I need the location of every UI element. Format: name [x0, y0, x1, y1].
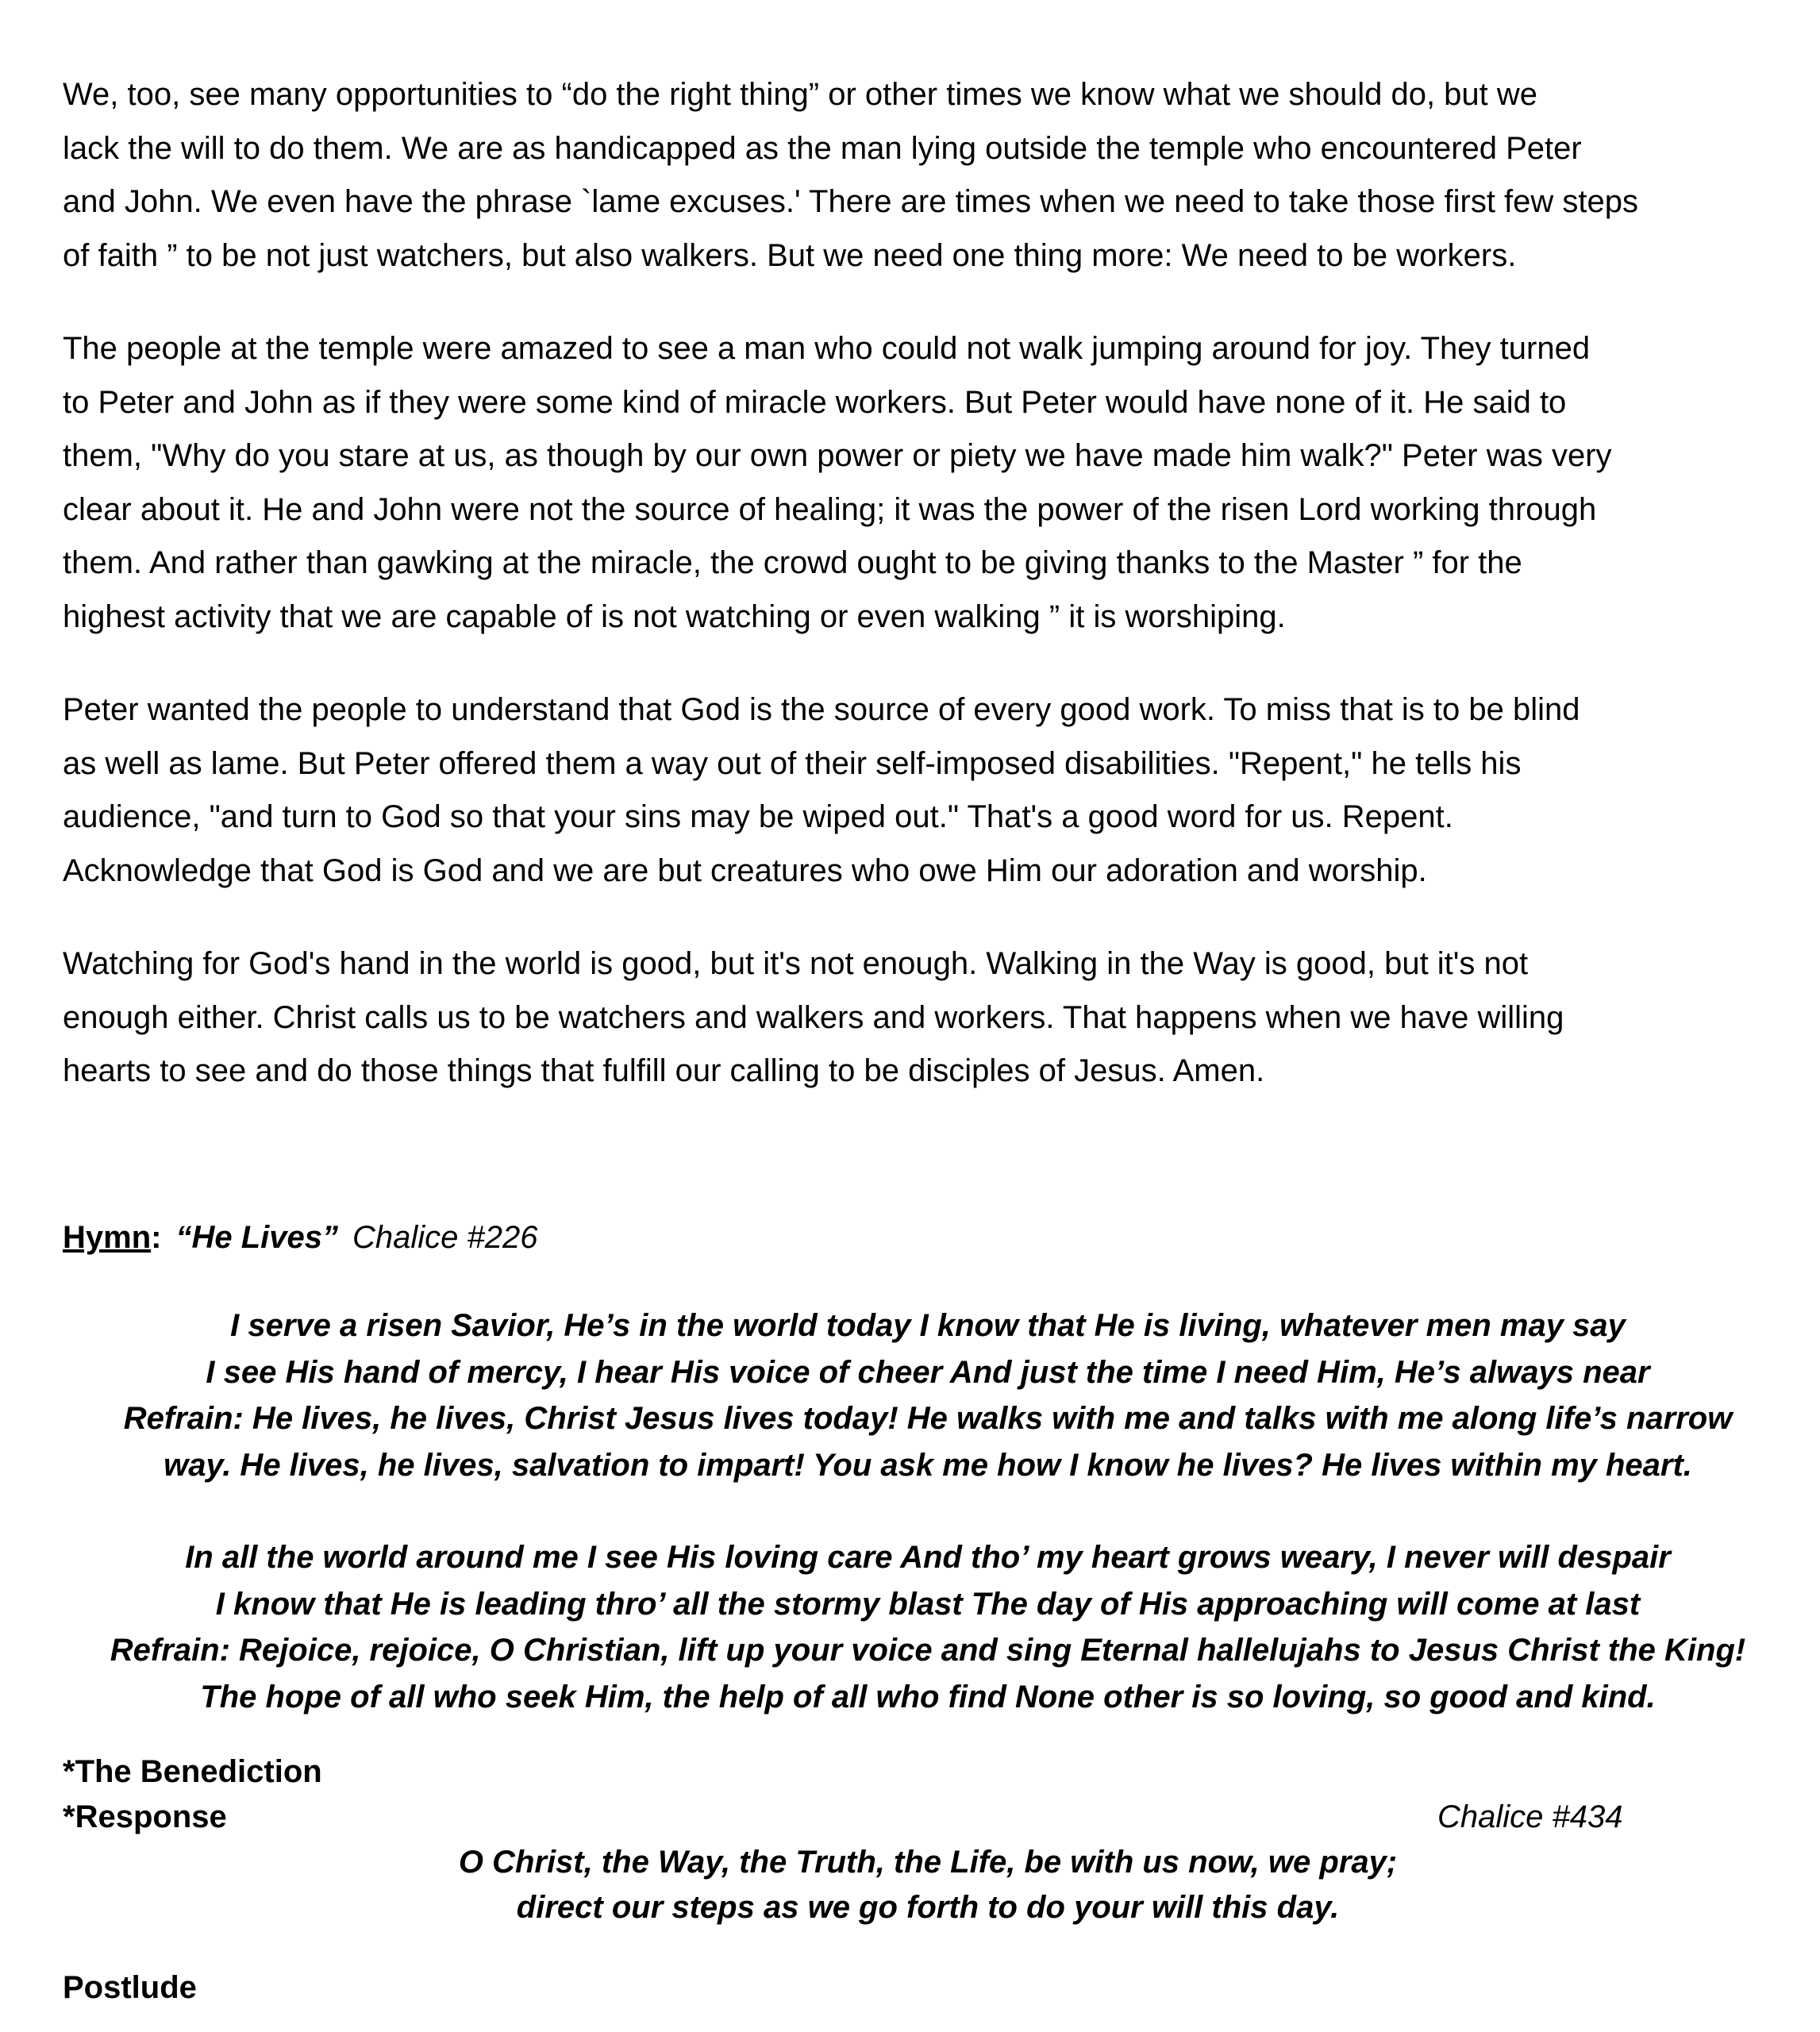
verse-line: Refrain: Rejoice, rejoice, O Christian, lift up your voice and sing Eternal hallelujahs to Jesus Christ the King! [110, 1633, 1746, 1668]
response-line: O Christ, the Way, the Truth, the Life, be with us now, we pray; [458, 1845, 1398, 1880]
text-line: audience, "and turn to God so that your sins may be wiped out." That's a good word for us. Repent. [63, 799, 1453, 834]
hymn-verse [63, 1534, 1793, 1720]
text-line: hearts to see and do those things that fulfill our calling to be disciples of Jesus. Amen. [63, 1053, 1265, 1088]
sermon-paragraph [63, 68, 1793, 283]
text-line: them, "Why do you stare at us, as though by our own power or piety we have made him walk?" Peter was very [63, 438, 1612, 473]
hymn-verse [63, 1303, 1793, 1488]
verse-line: The hope of all who seek Him, the help of all who find None other is so loving, so good and kind. [200, 1679, 1656, 1714]
text-line: clear about it. He and John were not the source of healing; it was the power of the risen Lord working through [63, 491, 1597, 527]
text-line: We, too, see many opportunities to “do the right thing” or other times we know what we should do, but we [63, 77, 1538, 112]
benediction-label: *The Benediction [63, 1754, 322, 1789]
postlude-label: Postlude [63, 1970, 197, 2005]
verse-line: I know that He is leading thro’ all the stormy blast The day of His approaching will come at last [215, 1586, 1641, 1622]
response-number: Chalice #434 [1437, 1799, 1623, 1834]
text-line: to Peter and John as if they were some kind of miracle workers. But Peter would have none of it. He said to [63, 384, 1567, 420]
hymn-heading [63, 1218, 538, 1257]
text-line: Peter wanted the people to understand that God is the source of every good work. To miss that is to be blind [63, 692, 1580, 727]
verse-line: Refrain: He lives, he lives, Christ Jesus lives today! He walks with me and talks with me along life’s narrow [123, 1401, 1733, 1436]
text-line: The people at the temple were amazed to see a man who could not walk jumping around for joy. They turned [63, 331, 1591, 366]
verse-line: In all the world around me I see His loving care And tho’ my heart grows weary, I never will despair [185, 1540, 1671, 1575]
sermon-paragraph [63, 322, 1793, 644]
hymn-colon: : [151, 1220, 162, 1255]
text-line: as well as lame. But Peter offered them a way out of their self-imposed disabilities. "Repent," he tells his [63, 745, 1522, 781]
text-line: highest activity that we are capable of is not watching or even walking ” it is worshiping. [63, 598, 1286, 634]
verse-line: I see His hand of mercy, I hear His voice of cheer And just the time I need Him, He’s always near [206, 1354, 1650, 1390]
text-line: Watching for God's hand in the world is good, but it's not enough. Walking in the Way is good, but it's not [63, 946, 1529, 981]
text-line: of faith ” to be not just watchers, but also walkers. But we need one thing more: We need to be workers. [63, 237, 1517, 273]
response-line: direct our steps as we go forth to do your will this day. [516, 1890, 1340, 1925]
text-line: Acknowledge that God is God and we are but creatures who owe Him our adoration and worship. [63, 852, 1427, 888]
hymn-number: Chalice #226 [352, 1220, 538, 1255]
response-label: *Response [63, 1799, 227, 1834]
sermon-paragraph [63, 683, 1793, 898]
response-text [63, 1840, 1793, 1930]
text-line: and John. We even have the phrase `lame excuses.' There are times when we need to take those first few steps [63, 184, 1639, 219]
text-line: lack the will to do them. We are as handicapped as the man lying outside the temple who encountered Peter [63, 130, 1582, 166]
hymn-label: Hymn [63, 1220, 152, 1255]
sermon-body [63, 68, 1793, 1099]
verse-line: way. He lives, he lives, salvation to impart! You ask me how I know he lives? He lives within my heart. [164, 1447, 1692, 1483]
text-line: enough either. Christ calls us to be watchers and walkers and workers. That happens when we have willing [63, 999, 1564, 1035]
sermon-paragraph [63, 937, 1793, 1099]
hymn-title: “He Lives” [175, 1220, 338, 1255]
bulletin-page [63, 68, 1793, 2005]
text-line: them. And rather than gawking at the miracle, the crowd ought to be giving thanks to the Master ” for the [63, 545, 1522, 580]
verse-line: I serve a risen Savior, He’s in the world today I know that He is living, whatever men may say [230, 1308, 1626, 1343]
